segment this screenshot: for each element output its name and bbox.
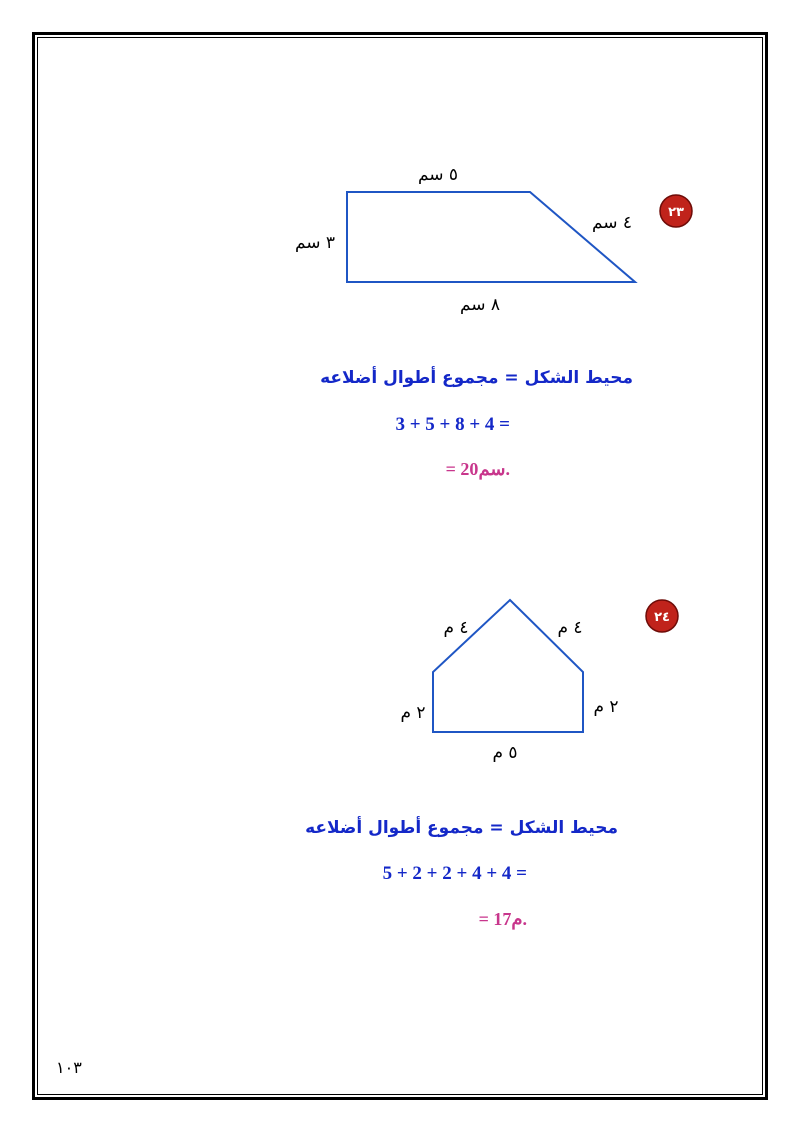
- problem-23-formula: محيط الشكل = مجموع أطوال أضلاعه: [320, 368, 633, 388]
- problem-23-number: ٢٣: [668, 205, 684, 220]
- trapezoid-left-label: ٣ سم: [294, 233, 336, 253]
- pentagon-roof-right-label: ٤ م: [557, 618, 583, 638]
- trapezoid-bottom-label: ٨ سم: [459, 295, 501, 315]
- trapezoid-slant-label: ٤ سم: [591, 213, 633, 233]
- pentagon-bottom-label: ٥ م: [492, 743, 518, 763]
- problem-24-badge: [646, 600, 678, 632]
- pentagon-left-label: ٢ م: [400, 703, 426, 723]
- trapezoid-top-label: ٥ سم: [417, 165, 459, 185]
- problem-24-number: ٢٤: [654, 610, 670, 625]
- problem-23-badge: [660, 195, 692, 227]
- page-number: ١٠٣: [56, 1058, 82, 1077]
- pentagon-right-label: ٢ م: [593, 697, 619, 717]
- problem-24-sum: 5 + 2 + 2 + 4 + 4 =: [382, 863, 527, 884]
- trapezoid-shape: [347, 192, 635, 282]
- problem-23-result: = 20سم.: [445, 459, 510, 479]
- problem-24-formula: محيط الشكل = مجموع أطوال أضلاعه: [305, 818, 618, 838]
- problem-23-sum: 3 + 5 + 8 + 4 =: [395, 414, 510, 435]
- pentagon-roof-left-label: ٤ م: [443, 618, 469, 638]
- problem-24-result: = 17م.: [478, 909, 527, 929]
